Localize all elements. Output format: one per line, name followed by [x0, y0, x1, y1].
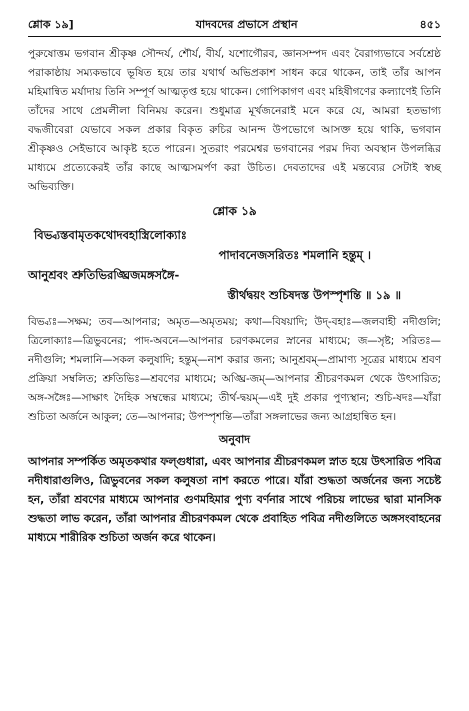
header-chapter-title: যাদবদের প্রভাসে প্রস্থান — [195, 18, 298, 31]
translation-paragraph: আপনার সম্পর্কিত অমৃতকথার ফল্গুধারা, এবং আপনার শ্রীচরণকমল স্নাত হয়ে উৎসারিত পবিত্র নদীধারাগুলিও, ত্রিভুবনের সকল কলুষতা নাশ করতে পারে। যাঁরা শুদ্ধতা অর্জনের জন্য সচেষ্ট হন, তাঁরা শ্রবণের মাধ্যমে আপনার গুণমহিমার পুণ্য বর্ণনার সাথে পরিচয় লাভের দ্বারা মানসিক শুদ্ধতা লাভ করেন, তাঁরা আপনার শ্রীচরণকমল থেকে প্রবাহিত পবিত্র নদীগুলিতে অঙ্গসংবাহনের মাধ্যমে শারীরিক শুচিতা অর্জন করে থাকেন। — [28, 455, 441, 544]
verse-line-3: আনুশ্রবং শ্রুতিভিরঙ্ঘ্রিজমঙ্গসঙ্গৈ- — [28, 268, 180, 282]
verse-line-2: পাদাবনেজসরিতঃ শমলানি হন্তুম্ । — [218, 248, 371, 262]
header-rule — [28, 36, 441, 37]
word-synonyms: বিভ্ব্যঃ—সক্ষম; তব—আপনার; অমৃত—অমৃতময়; কথা—বিষয়াদি; উদ্-বহাঃ—জলবাহী নদীগুলি; ত্রিলোক্যাঃ—ত্রিভুবনের; পাদ-অবনে—আপনার চরণকমলের স্নানের মাধ্যমে; জ—সৃষ্ট; সরিতঃ—নদীগুলি; শমলানি—সকল কলুষাদি; হন্তুম্—নাশ করার জন্য; আনুশ্রবম্—প্রামাণ্য সূত্রের মাধ্যমে শ্রবণ প্রক্রিয়া সম্বলিত; শ্রুতিভিঃ—শ্রবণের মাধ্যমে; অঙ্ঘ্রি-জম্—আপনার শ্রীচরণকমল থেকে উৎসারিত; অঙ্গ-সঙ্গৈঃ—সাক্ষাৎ দৈহিক সম্বন্ধের মাধ্যমে; তীর্থ-দ্বয়ম্—এই দুই প্রকার পুণ্যস্থান; শুচি-ষদঃ—যাঁরা শুচিতা অর্জনে আকুল; তে—আপনার; উপস্পৃশন্তি—তাঁরা সঙ্গলাভের জন্য আগ্রহান্বিত হন। — [28, 316, 441, 423]
purport-paragraph: পুরুষোত্তম ভগবান শ্রীকৃষ্ণ সৌন্দর্য, শৌর্য, বীর্য, যশোগৌরব, জ্ঞানসম্পদ এবং বৈরাগ্যভাবে সর্বশ্রেষ্ঠ পরাকাষ্ঠায় সম্যকভাবে ভূষিত হয়ে তার যথার্থ অভিপ্রকাশ সাধন করে থাকেন, তাই তাঁর আপন মহিমান্বিত মর্যাদায় তিনি সম্পূর্ণ আত্মতৃপ্ত হয়ে থাকেন। গোপিকাগণ এবং মহিষীগণের কল্যাণেই তিনি তাঁদের সাথে প্রেমলীলা বিনিময় করেন। শুধুমাত্র মূর্খজনেরাই মনে করে যে, আমরা হতভাগ্য বদ্ধজীবেরা যেভাবে সকল প্রকার বিকৃত রুচির আনন্দ উপভোগে আসক্ত হয়ে থাকি, ভগবান শ্রীকৃষ্ণও সেইভাবে আকৃষ্ট হতে পারেন। সুতরাং পরমেশ্বর ভগবানের পরম দিব্য অবস্থান উপলব্ধির মাধ্যমে প্রত্যেকেরই তাঁর কাছে আত্মসমর্পণ করা উচিত। দেবতাদের এই মন্তব্যের সেটাই স্বচ্ছ অভিব্যক্তি। — [28, 48, 441, 193]
translation-heading: অনুবাদ — [218, 433, 251, 446]
verse-title: শ্লোক ১৯ — [212, 204, 257, 218]
header-page-number: ৪৫১ — [419, 18, 441, 31]
verse-line-4: স্তীর্থদ্বয়ং শুচিষদস্ত উপস্পৃশন্তি ॥ ১৯ ॥ — [227, 288, 401, 302]
running-header — [28, 16, 441, 32]
header-verse-ref: শ্লোক ১৯] — [28, 18, 74, 31]
verse-line-1: বিভ্ব্যস্তবামৃতকথোদবহাস্ত্রিলোক্যাঃ — [34, 228, 187, 242]
